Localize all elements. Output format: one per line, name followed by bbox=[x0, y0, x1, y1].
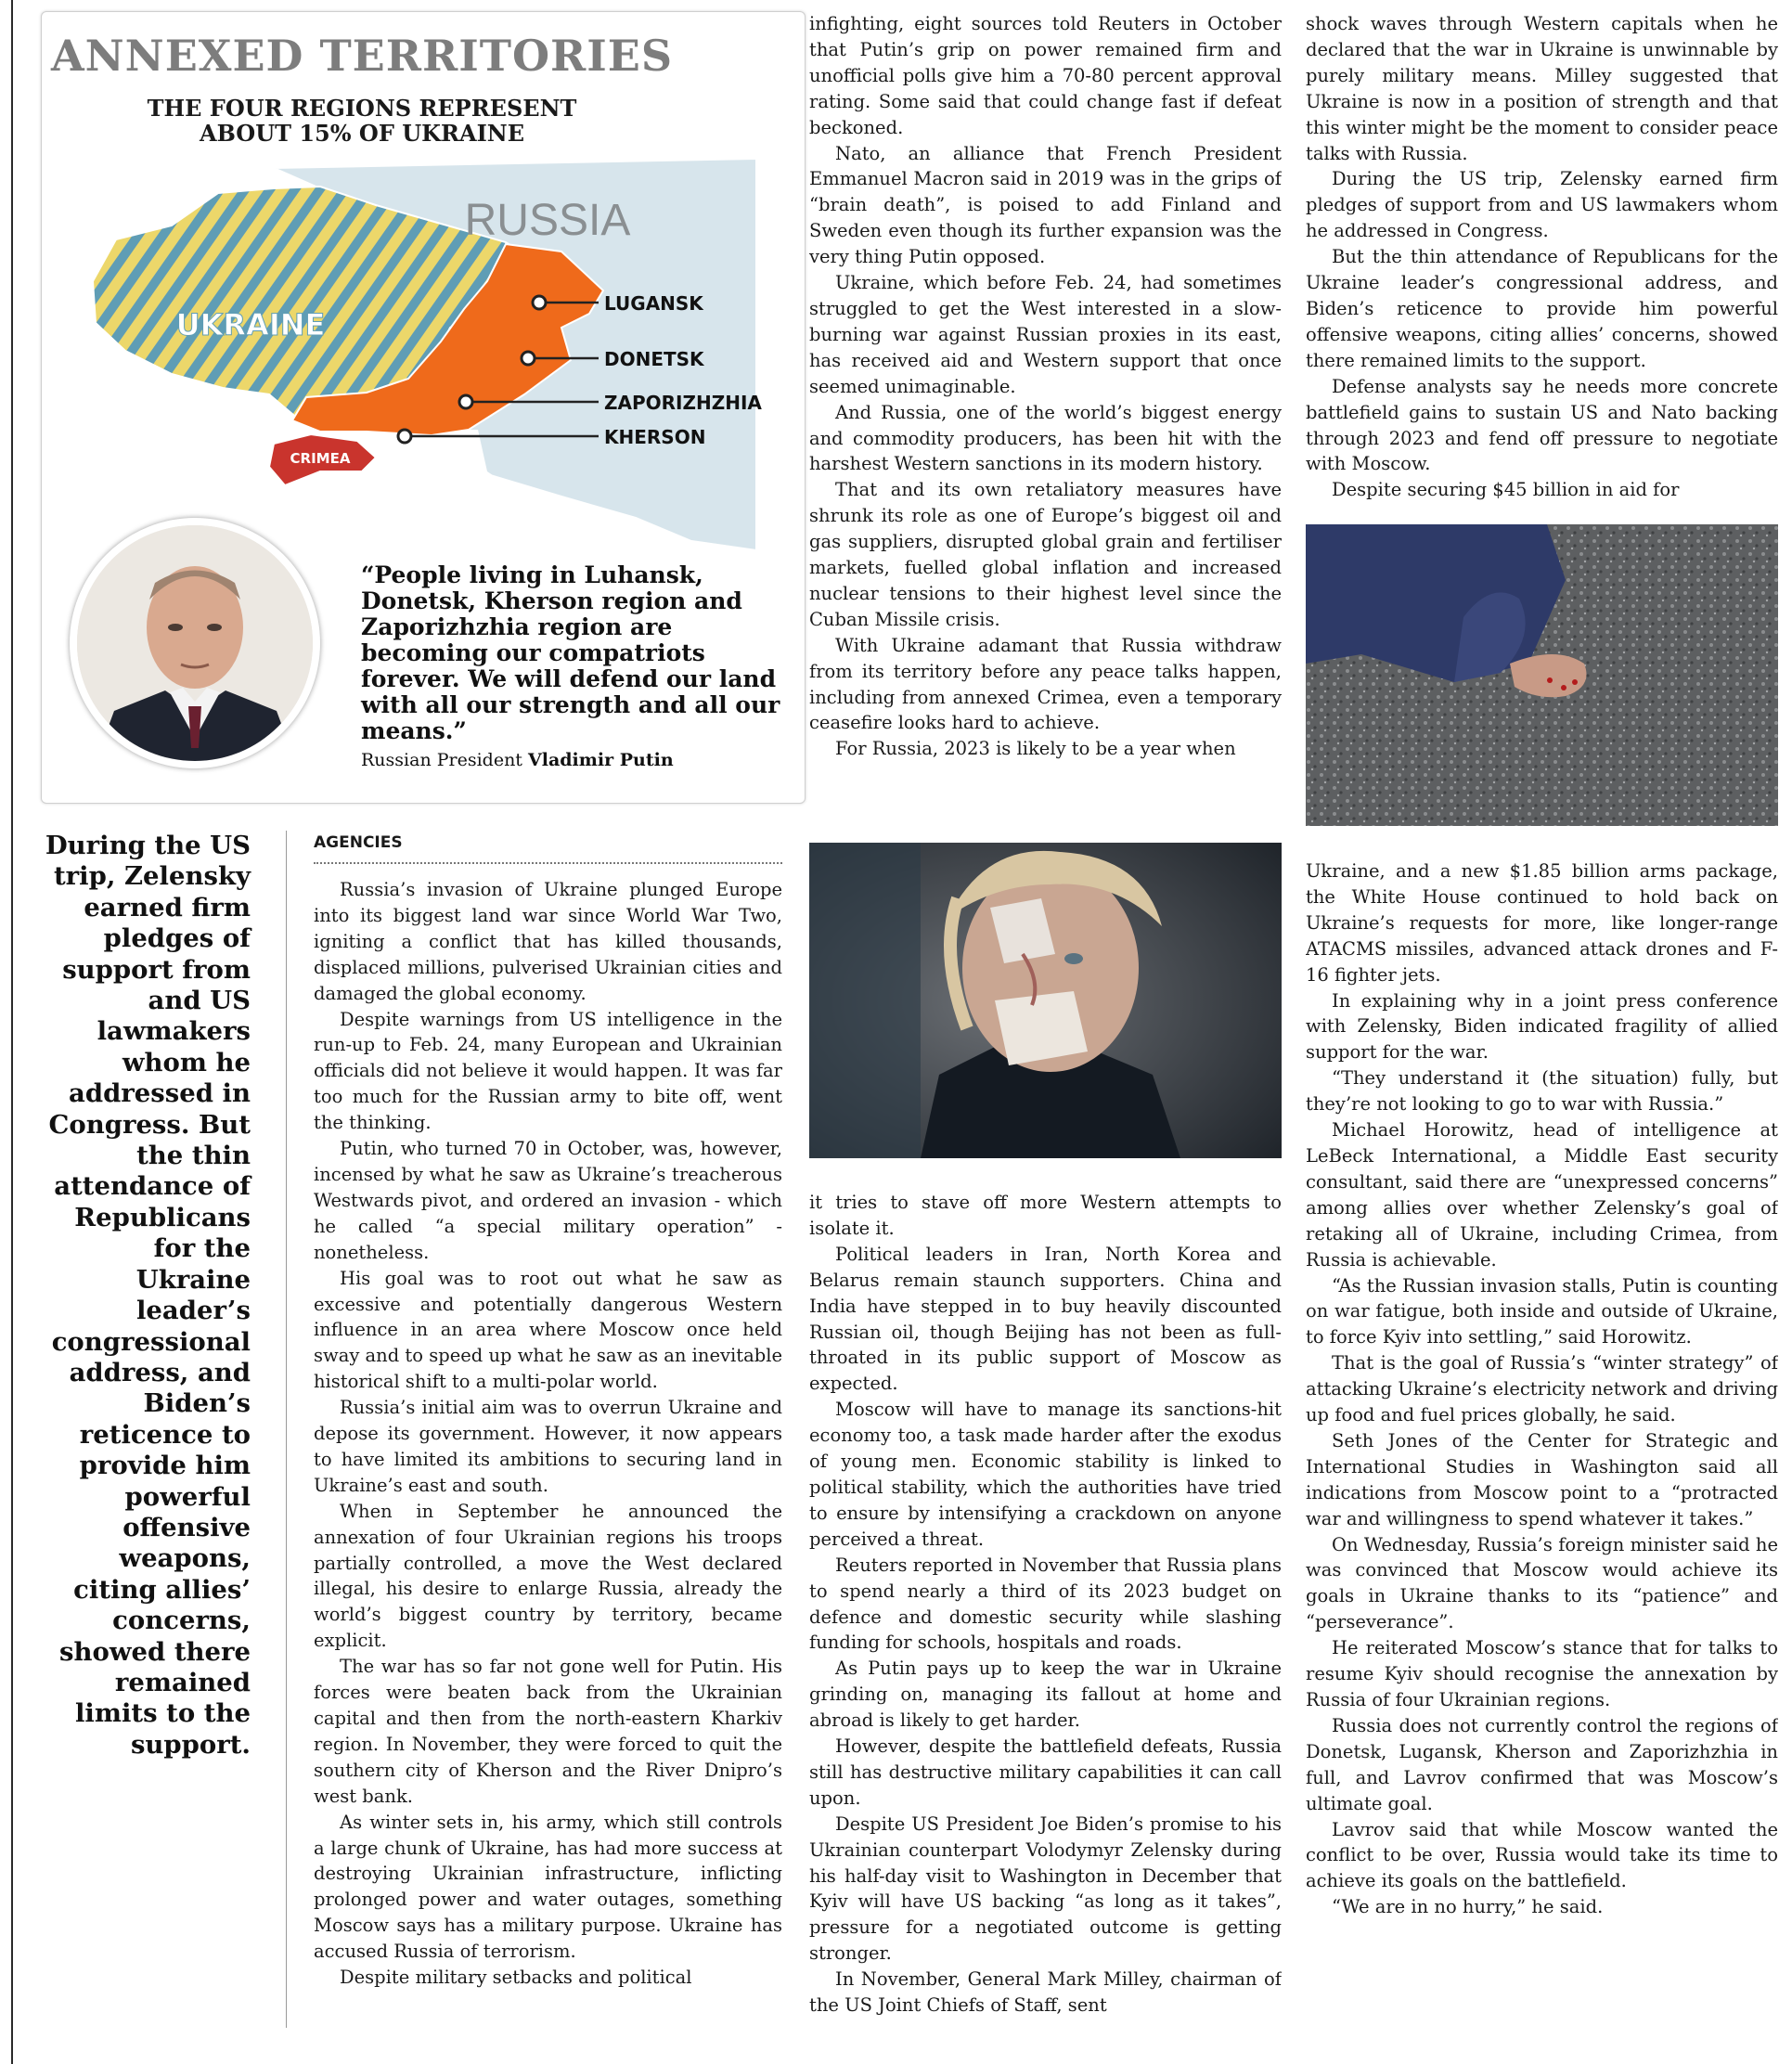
page-left-rule bbox=[11, 0, 13, 2064]
putin-portrait bbox=[70, 518, 320, 768]
attribution-name: Vladimir Putin bbox=[528, 750, 674, 770]
annexed-territories-graphic bbox=[41, 11, 806, 804]
paragraph: “They understand it (the situation) fully, but they’re not looking to go to war with Russia.” bbox=[1306, 1067, 1778, 1116]
paragraph: Nato, an alliance that French President Emmanuel Macron said in 2019 was in the grips of “brain death”, is poised to add Finland and Sweden even though its further expansion was the very thing Putin opposed. bbox=[809, 142, 1282, 268]
paragraph: During the US trip, Zelensky earned firm pledges of support from and US lawmakers whom he addressed in Congress. bbox=[1306, 168, 1778, 242]
paragraph: Michael Horowitz, head of intelligence at LeBeck International, a Middle East security consultant, said there are “unexpressed concerns” among allies over whether Zelensky’s goal of retaking all of Ukraine, including Crimea, from Russia is achievable. bbox=[1306, 1119, 1778, 1271]
paragraph: Defense analysts say he needs more concrete battlefield gains to sustain US and Nato backing through 2023 and fend off pressure to negotiate with Moscow. bbox=[1306, 375, 1778, 475]
pull-quote: During the US trip, Zelensky earned firm pledges of support from and US lawmakers whom he addressed in Congress. But the thin attendance of Republicans for the Ukraine leader’s congressional address, and Biden’s reticence to provide him powerful offensive weapons, citing allies’ concerns, showed there remained limits to the support. bbox=[45, 831, 251, 1760]
column-rule bbox=[286, 831, 287, 2028]
ukraine-map bbox=[42, 151, 805, 569]
article-column-3-top bbox=[1306, 11, 1778, 512]
quote-attribution bbox=[361, 750, 788, 770]
paragraph: Ukraine, and a new $1.85 billion arms package, the White House continued to hold back on Ukraine’s requests for more, like longer-range ATACMS missiles, advanced attack drones and F-16 fighter jets. bbox=[1306, 860, 1778, 986]
paragraph: That and its own retaliatory measures have shrunk its role as one of Europe’s biggest oil and gas suppliers, disrupted global grain and fertiliser markets, fuelled global inflation and increased nuclear tensions to their highest level since the Cuban Missile crisis. bbox=[809, 479, 1282, 630]
paragraph: However, despite the battlefield defeats, Russia still has destructive military capabilities it can call upon. bbox=[809, 1735, 1282, 1809]
article-column-2-top bbox=[809, 11, 1282, 811]
paragraph: Russia’s invasion of Ukraine plunged Europe into its biggest land war since World War Two, igniting a conflict that has killed thousands, displaced millions, pulverised Ukrainian cities and damaged the global economy. bbox=[314, 879, 782, 1004]
article-column-3-bottom bbox=[1306, 858, 1778, 2046]
paragraph: “We are in no hurry,” he said. bbox=[1332, 1896, 1604, 1918]
paragraph: Moscow will have to manage its sanctions-hit economy too, a task made harder after the exodus of young men. Economic stability is linked to political stability, which the authorities have tried to ensure by intensifying a crackdown on anyone perceived a threat. bbox=[809, 1399, 1282, 1550]
paragraph: Reuters reported in November that Russia plans to spend nearly a third of its 2023 budget on defence and domestic security while slashing funding for schools, hospitals and roads. bbox=[809, 1554, 1282, 1654]
paragraph: On Wednesday, Russia’s foreign minister said he was convinced that Moscow would achieve its goals in Ukraine thanks to its “patience” and “perseverance”. bbox=[1306, 1533, 1778, 1633]
wounded-woman-photo bbox=[809, 843, 1282, 1158]
paragraph: Russia’s initial aim was to overrun Ukraine and depose its government. However, it now appears to have limited its ambitions to securing land in Ukraine’s east and south. bbox=[314, 1397, 782, 1496]
crimea-label: CRIMEA bbox=[290, 450, 351, 467]
article-column-1 bbox=[314, 877, 782, 2046]
graphic-title: ANNEXED TERRITORIES bbox=[50, 31, 674, 81]
ukraine-label: UKRAINE bbox=[175, 307, 326, 342]
paragraph: Despite US President Joe Biden’s promise to his Ukrainian counterpart Volodymyr Zelensky during his half-day visit to Washington in December that Kyiv will have US backing “as long as it takes”, pressure for a negotiated outcome is getting stronger. bbox=[809, 1812, 1282, 1965]
russia-label: RUSSIA bbox=[464, 196, 631, 245]
article-column-2-bottom bbox=[809, 1190, 1282, 2044]
paragraph: Despite warnings from US intelligence in the run-up to Feb. 24, many European and Ukrainian officials did not believe it would happen. It was far too much for the Russian army to bite off, went the thinking. bbox=[314, 1008, 782, 1134]
paragraph: it tries to stave off more Western attempts to isolate it. bbox=[809, 1192, 1282, 1239]
paragraph: Lavrov said that while Moscow wanted the conflict to be over, Russia would take its time to achieve its goals on the battlefield. bbox=[1306, 1818, 1778, 1892]
paragraph: When in September he announced the annexation of four Ukrainian regions his troops partially controlled, a move the West declared illegal, his desire to enlarge Russia, already the world’s biggest country by territory, became explicit. bbox=[314, 1500, 782, 1652]
paragraph: He reiterated Moscow’s stance that for talks to resume Kyiv should recognise the annexation by Russia of four Ukrainian regions. bbox=[1306, 1637, 1778, 1710]
region-label-lugansk: LUGANSK bbox=[604, 292, 703, 315]
paragraph: With Ukraine adamant that Russia withdraw from its territory before any peace talks happen, including from annexed Crimea, even a temporary ceasefire looks hard to achieve. bbox=[809, 634, 1282, 734]
paragraph: But the thin attendance of Republicans for the Ukraine leader’s congressional address, and Biden’s reticence to provide him powerful offensive weapons, citing allies’ concerns, showed there remained limits to the support. bbox=[1306, 246, 1778, 371]
paragraph: For Russia, 2023 is likely to be a year when bbox=[835, 738, 1236, 760]
paragraph: As Putin pays up to keep the war in Ukraine grinding on, managing its fallout at home and abroad is likely to get harder. bbox=[809, 1658, 1282, 1732]
paragraph: Putin, who turned 70 in October, was, however, incensed by what he saw as Ukraine’s treacherous Westwards pivot, and ordered an invasion - which he called “a special military operation” - nonetheless. bbox=[314, 1138, 782, 1263]
paragraph: And Russia, one of the world’s biggest energy and commodity producers, has been hit with the harshest Western sanctions in its modern history. bbox=[809, 401, 1282, 475]
region-label-donetsk: DONETSK bbox=[604, 348, 704, 370]
paragraph: As winter sets in, his army, which still controls a large chunk of Ukraine, has had more success at destroying Ukrainian infrastructure, inflicting prolonged power and water outages, something Moscow says has a military purpose. Ukraine has accused Russia of terrorism. bbox=[314, 1811, 782, 1963]
byline: AGENCIES bbox=[314, 833, 782, 864]
paragraph: In explaining why in a joint press conference with Zelensky, Biden indicated fragility of allied support for the war. bbox=[1306, 989, 1778, 1064]
putin-quote: “People living in Luhansk, Donetsk, Kherson region and Zaporizhzhia region are becoming our compatriots forever. We will defend our land with all our strength and all our means.” bbox=[361, 561, 780, 744]
paragraph: His goal was to root out what he saw as excessive and potentially dangerous Western influence in an area where Moscow once held sway and to speed up what he saw as an inevitable historical shift to a multi-polar world. bbox=[314, 1267, 782, 1393]
paragraph: “As the Russian invasion stalls, Putin is counting on war fatigue, both inside and outside of Ukraine, to force Kyiv into settling,” said Horowitz. bbox=[1306, 1274, 1778, 1348]
region-label-kherson: KHERSON bbox=[604, 426, 706, 448]
paragraph: Despite securing $45 billion in aid for bbox=[1332, 479, 1680, 501]
attribution-role: Russian President bbox=[361, 750, 522, 770]
paragraph: Despite military setbacks and political bbox=[340, 1967, 692, 1989]
paragraph: That is the goal of Russia’s “winter strategy” of attacking Ukraine’s electricity network and driving up food and fuel prices globally, he said. bbox=[1306, 1352, 1778, 1426]
graphic-subtitle: THE FOUR REGIONS REPRESENT ABOUT 15% OF UKRAINE bbox=[147, 95, 577, 147]
region-label-zaporizhzhia: ZAPORIZHZHIA bbox=[604, 392, 762, 414]
paragraph: Ukraine, which before Feb. 24, had sometimes struggled to get the West interested in a slow-burning war against Russian proxies in its east, has received aid and Western support that once seemed unimaginable. bbox=[809, 272, 1282, 397]
paragraph: In November, General Mark Milley, chairman of the US Joint Chiefs of Staff, sent bbox=[809, 1968, 1282, 2017]
paragraph: infighting, eight sources told Reuters in October that Putin’s grip on power remained firm and unofficial polls give him a 70-80 percent approval rating. Some said that could change fast if defeat beckoned. bbox=[809, 13, 1282, 138]
casualty-photo bbox=[1306, 524, 1778, 826]
paragraph: Russia does not currently control the regions of Donetsk, Lugansk, Kherson and Zaporizhzhia in full, and Lavrov confirmed that was Moscow’s ultimate goal. bbox=[1306, 1714, 1778, 1814]
paragraph: Political leaders in Iran, North Korea and Belarus remain staunch supporters. China and India have stepped in to buy heavily discounted Russian oil, though Beijing has not been as full-throated in its public support of Moscow as expected. bbox=[809, 1243, 1282, 1395]
paragraph: Seth Jones of the Center for Strategic and International Studies in Washington said all indications from Moscow point to a “protracted war and willingness to spend whatever it takes.” bbox=[1306, 1429, 1778, 1529]
paragraph: The war has so far not gone well for Putin. His forces were beaten back from the Ukrainian capital and then from the north-eastern Kharkiv region. In November, they were forced to quit the southern city of Kherson and the River Dnipro’s west bank. bbox=[314, 1656, 782, 1807]
paragraph: shock waves through Western capitals when he declared that the war in Ukraine is unwinnable by purely military means. Milley suggested that Ukraine is now in a position of strength and that this winter might be the moment to consider peace talks with Russia. bbox=[1306, 13, 1778, 164]
